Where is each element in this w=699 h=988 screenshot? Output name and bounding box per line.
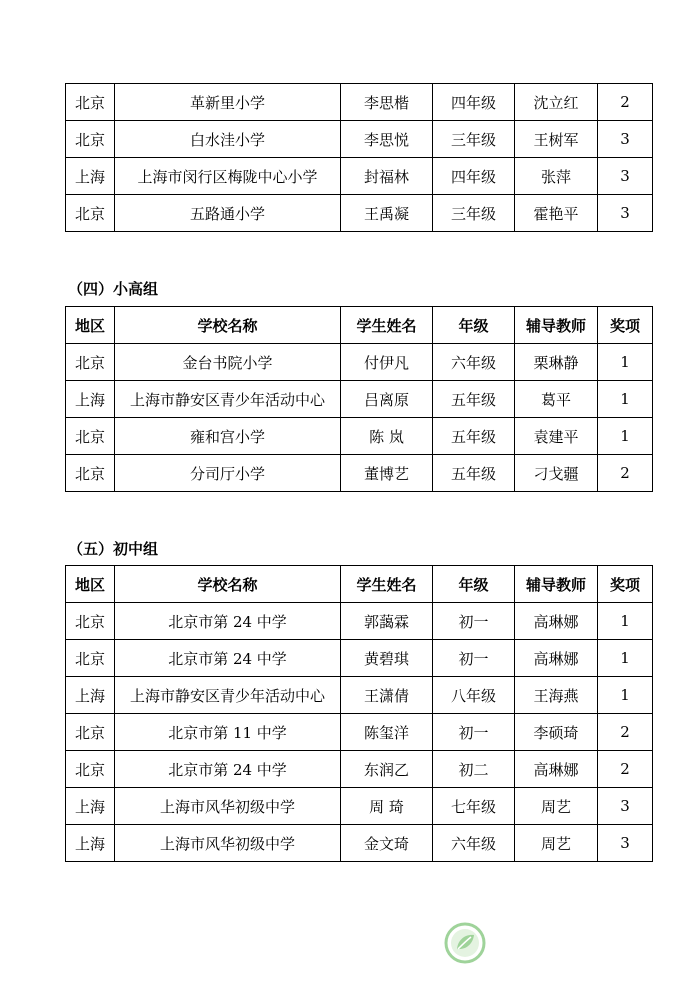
- award-table-continued: [65, 83, 653, 232]
- cell-grade: 七年级: [433, 788, 515, 825]
- header-award: 奖项: [598, 307, 653, 344]
- cell-award: 2: [598, 714, 653, 751]
- cell-student: 东润乙: [341, 751, 433, 788]
- cell-region: 上海: [66, 677, 115, 714]
- cell-student: 黄碧琪: [341, 640, 433, 677]
- cell-grade: 五年级: [433, 455, 515, 492]
- cell-grade: 初二: [433, 751, 515, 788]
- section-title-xiaogao: （四）小高组: [68, 280, 159, 298]
- cell-region: 北京: [66, 603, 115, 640]
- table-body: [66, 603, 653, 862]
- cell-student: 付伊凡: [341, 344, 433, 381]
- table-row: [66, 418, 653, 455]
- header-teacher: 辅导教师: [515, 307, 598, 344]
- cell-award: 2: [598, 84, 653, 121]
- table-row: [66, 825, 653, 862]
- cell-teacher: 王树军: [515, 121, 598, 158]
- header-teacher: 辅导教师: [515, 566, 598, 603]
- cell-award: 1: [598, 344, 653, 381]
- header-student: 学生姓名: [341, 566, 433, 603]
- header-grade: 年级: [433, 566, 515, 603]
- cell-grade: 三年级: [433, 195, 515, 232]
- cell-teacher: 周艺: [515, 788, 598, 825]
- cell-region: 北京: [66, 640, 115, 677]
- cell-teacher: 高琳娜: [515, 603, 598, 640]
- cell-student: 陈 岚: [341, 418, 433, 455]
- cell-school: 革新里小学: [115, 84, 341, 121]
- table-row: [66, 84, 653, 121]
- cell-teacher: 刁戈疆: [515, 455, 598, 492]
- cell-student: 李思悦: [341, 121, 433, 158]
- cell-teacher: 高琳娜: [515, 751, 598, 788]
- cell-award: 1: [598, 640, 653, 677]
- cell-region: 北京: [66, 418, 115, 455]
- cell-school: 北京市第 24 中学: [115, 603, 341, 640]
- cell-school: 北京市第 24 中学: [115, 751, 341, 788]
- header-row: [66, 307, 653, 344]
- header-school: 学校名称: [115, 566, 341, 603]
- cell-grade: 初一: [433, 714, 515, 751]
- cell-grade: 五年级: [433, 418, 515, 455]
- cell-school: 上海市风华初级中学: [115, 825, 341, 862]
- table-row: [66, 381, 653, 418]
- cell-region: 北京: [66, 751, 115, 788]
- header-region: 地区: [66, 307, 115, 344]
- cell-grade: 四年级: [433, 84, 515, 121]
- table-row: [66, 788, 653, 825]
- cell-student: 王禹凝: [341, 195, 433, 232]
- cell-teacher: 霍艳平: [515, 195, 598, 232]
- table-body: [66, 84, 653, 232]
- cell-student: 封福林: [341, 158, 433, 195]
- leaf-logo-icon: [444, 922, 486, 964]
- cell-student: 郭藹霖: [341, 603, 433, 640]
- cell-grade: 五年级: [433, 381, 515, 418]
- cell-award: 3: [598, 195, 653, 232]
- header-student: 学生姓名: [341, 307, 433, 344]
- cell-region: 北京: [66, 344, 115, 381]
- cell-region: 北京: [66, 84, 115, 121]
- cell-region: 上海: [66, 788, 115, 825]
- header-region: 地区: [66, 566, 115, 603]
- cell-school: 金台书院小学: [115, 344, 341, 381]
- cell-award: 1: [598, 381, 653, 418]
- header-grade: 年级: [433, 307, 515, 344]
- cell-grade: 六年级: [433, 344, 515, 381]
- cell-teacher: 沈立红: [515, 84, 598, 121]
- table-row: [66, 455, 653, 492]
- cell-school: 上海市静安区青少年活动中心: [115, 677, 341, 714]
- cell-teacher: 李硕琦: [515, 714, 598, 751]
- cell-grade: 初一: [433, 640, 515, 677]
- cell-teacher: 袁建平: [515, 418, 598, 455]
- cell-student: 王潇倩: [341, 677, 433, 714]
- cell-region: 北京: [66, 714, 115, 751]
- section-title-chuzhong: （五）初中组: [68, 540, 159, 558]
- award-table-chuzhong: [65, 565, 653, 862]
- cell-school: 分司厅小学: [115, 455, 341, 492]
- cell-grade: 八年级: [433, 677, 515, 714]
- award-table-xiaogao: [65, 306, 653, 492]
- cell-school: 雍和宫小学: [115, 418, 341, 455]
- cell-student: 周 琦: [341, 788, 433, 825]
- table-row: [66, 751, 653, 788]
- cell-award: 3: [598, 158, 653, 195]
- table-row: [66, 603, 653, 640]
- cell-award: 1: [598, 418, 653, 455]
- header-school: 学校名称: [115, 307, 341, 344]
- cell-region: 北京: [66, 455, 115, 492]
- cell-award: 2: [598, 751, 653, 788]
- header-award: 奖项: [598, 566, 653, 603]
- cell-school: 北京市第 11 中学: [115, 714, 341, 751]
- cell-teacher: 张萍: [515, 158, 598, 195]
- cell-region: 北京: [66, 121, 115, 158]
- cell-school: 五路通小学: [115, 195, 341, 232]
- table-row: [66, 677, 653, 714]
- cell-award: 1: [598, 677, 653, 714]
- table-row: [66, 195, 653, 232]
- cell-school: 北京市第 24 中学: [115, 640, 341, 677]
- cell-student: 吕离原: [341, 381, 433, 418]
- cell-student: 金文琦: [341, 825, 433, 862]
- cell-teacher: 周艺: [515, 825, 598, 862]
- table-header: [66, 566, 653, 603]
- cell-region: 北京: [66, 195, 115, 232]
- cell-grade: 四年级: [433, 158, 515, 195]
- cell-teacher: 高琳娜: [515, 640, 598, 677]
- cell-teacher: 王海燕: [515, 677, 598, 714]
- cell-award: 3: [598, 788, 653, 825]
- cell-school: 上海市静安区青少年活动中心: [115, 381, 341, 418]
- cell-school: 白水洼小学: [115, 121, 341, 158]
- cell-grade: 三年级: [433, 121, 515, 158]
- table-row: [66, 121, 653, 158]
- cell-school: 上海市闵行区梅陇中心小学: [115, 158, 341, 195]
- cell-award: 2: [598, 455, 653, 492]
- cell-student: 李思楷: [341, 84, 433, 121]
- table-row: [66, 344, 653, 381]
- header-row: [66, 566, 653, 603]
- cell-teacher: 葛平: [515, 381, 598, 418]
- table-header: [66, 307, 653, 344]
- cell-region: 上海: [66, 381, 115, 418]
- cell-award: 3: [598, 121, 653, 158]
- table-row: [66, 640, 653, 677]
- cell-region: 上海: [66, 158, 115, 195]
- cell-grade: 初一: [433, 603, 515, 640]
- cell-teacher: 栗琳静: [515, 344, 598, 381]
- cell-award: 3: [598, 825, 653, 862]
- cell-student: 陈玺洋: [341, 714, 433, 751]
- table-body: [66, 344, 653, 492]
- cell-student: 董博艺: [341, 455, 433, 492]
- cell-school: 上海市风华初级中学: [115, 788, 341, 825]
- cell-grade: 六年级: [433, 825, 515, 862]
- table-row: [66, 158, 653, 195]
- table-row: [66, 714, 653, 751]
- cell-award: 1: [598, 603, 653, 640]
- cell-region: 上海: [66, 825, 115, 862]
